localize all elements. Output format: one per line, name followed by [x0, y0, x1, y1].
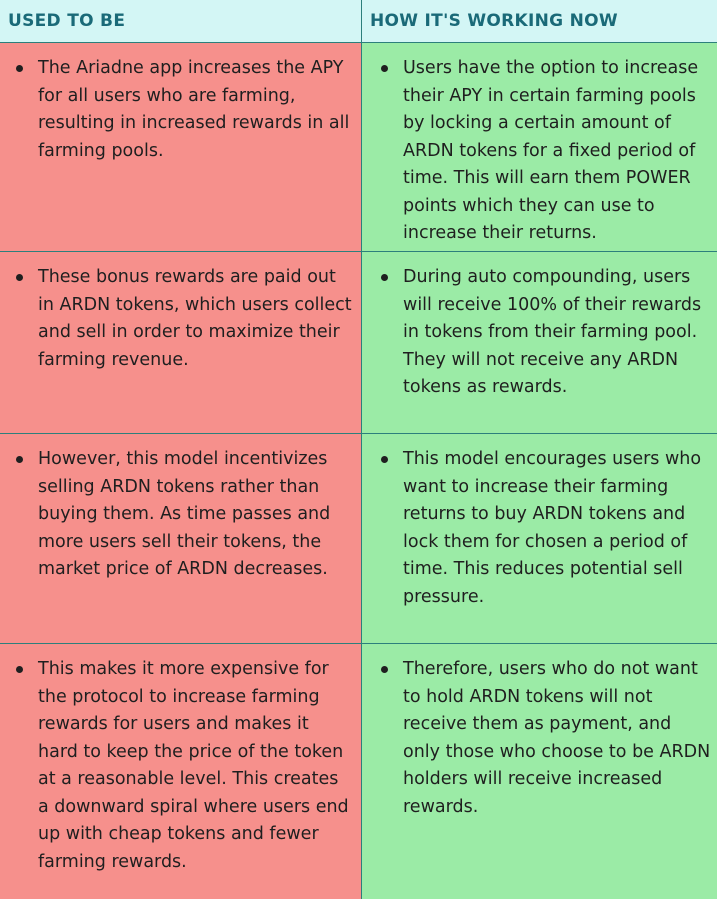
row-4-old-text: This makes it more expensive for the protocol to increase farming rewards for users and makes it hard to keep the price of the token at a reasonable level. This creates a downward spiral where users end up with cheap tokens and fewer farming rewards.	[38, 659, 349, 872]
row-3-old	[0, 434, 361, 644]
row-1-new-text: Users have the option to increase their APY in certain farming pools by locking a certain amount of ARDN tokens for a fixed period of time. This will earn them POWER points which they can use to increase their returns.	[403, 58, 699, 243]
list-item	[16, 264, 353, 374]
header-used-to-be: USED TO BE	[0, 0, 361, 43]
bullet-icon	[381, 456, 388, 463]
list-item	[16, 656, 353, 876]
row-3-old-text: However, this model incentivizes selling ARDN tokens rather than buying them. As time passes and more users sell their tokens, the market price of ARDN decreases.	[38, 449, 331, 579]
row-2-new-text: During auto compounding, users will receive 100% of their rewards in tokens from their farming pool. They will not receive any ARDN tokens as rewards.	[403, 267, 702, 397]
bullet-icon	[16, 456, 23, 463]
row-1-old-text: The Ariadne app increases the APY for all users who are farming, resulting in increased rewards in all farming pools.	[38, 58, 350, 161]
list-item	[16, 446, 353, 584]
row-1-new	[361, 43, 717, 252]
bullet-icon	[381, 274, 388, 281]
row-2-new	[361, 252, 717, 434]
list-item	[381, 55, 711, 248]
bullet-icon	[16, 274, 23, 281]
row-4-new	[361, 644, 717, 899]
row-3-new-text: This model encourages users who want to increase their farming returns to buy ARDN tokens and lock them for chosen a period of time. This reduces potential sell pressure.	[403, 449, 702, 607]
bullet-icon	[381, 65, 388, 72]
row-3-new	[361, 434, 717, 644]
list-item	[381, 264, 711, 402]
row-2-old	[0, 252, 361, 434]
list-item	[16, 55, 353, 165]
row-4-new-text: Therefore, users who do not want to hold ARDN tokens will not receive them as payment, and only those who choose to be ARDN holders will receive increased rewards.	[403, 659, 711, 817]
list-item	[381, 656, 711, 821]
list-item	[381, 446, 711, 611]
row-2-old-text: These bonus rewards are paid out in ARDN tokens, which users collect and sell in order to maximize their farming revenue.	[38, 267, 352, 370]
bullet-icon	[16, 65, 23, 72]
bullet-icon	[16, 666, 23, 673]
header-working-now: HOW IT'S WORKING NOW	[361, 0, 717, 43]
row-4-old	[0, 644, 361, 899]
bullet-icon	[381, 666, 388, 673]
row-1-old	[0, 43, 361, 252]
